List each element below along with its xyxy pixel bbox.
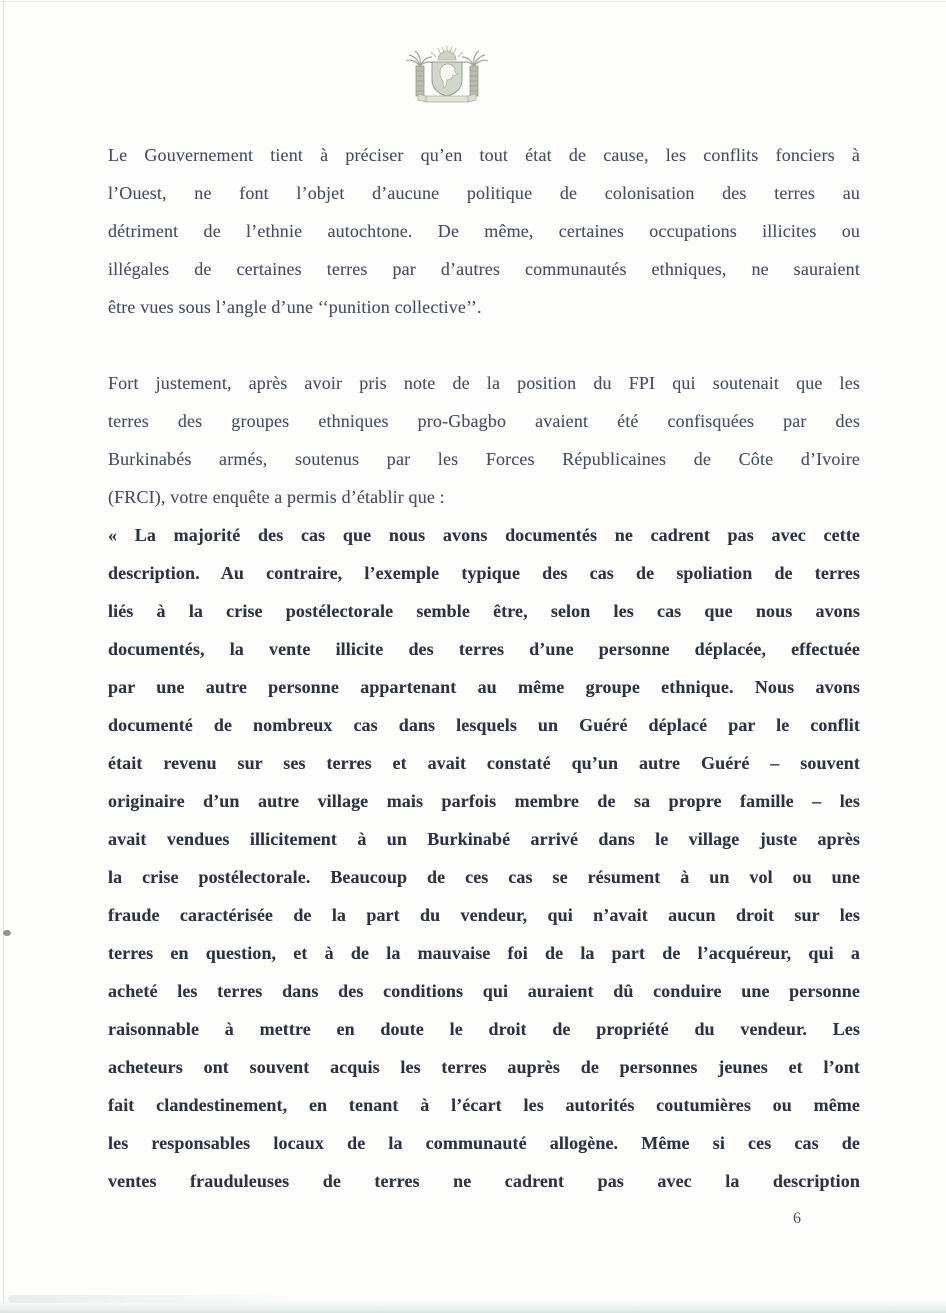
paragraph [108, 364, 860, 516]
text-line: détriment de l’ethnie autochtone. De même, certaines occupations illicites ou [108, 221, 860, 241]
text-line: illégales de certaines terres par d’autres communautés ethniques, ne sauraient [108, 259, 860, 279]
scan-artifact-speck [3, 930, 11, 936]
text-line: était revenu sur ses terres et avait constaté qu’un autre Guéré – souvent [108, 753, 860, 773]
text-line: « La majorité des cas que nous avons documentés ne cadrent pas avec cette [108, 525, 860, 545]
text-line: la crise postélectorale. Beaucoup de ces cas se résument à un vol ou une [108, 867, 860, 887]
page-number: 6 [793, 1210, 801, 1227]
text-line: (FRCI), votre enquête a permis d’établir que : [108, 487, 445, 507]
paragraph [108, 136, 860, 326]
text-line: Fort justement, après avoir pris note de la position du FPI qui soutenait que les [108, 373, 860, 393]
text-line: Le Gouvernement tient à préciser qu’en tout état de cause, les conflits fonciers à [108, 145, 860, 165]
text-line: terres des groupes ethniques pro-Gbagbo avaient été confisquées par des [108, 411, 860, 431]
text-line: acheteurs ont souvent acquis les terres auprès de personnes jeunes et l’ont [108, 1057, 860, 1077]
paragraph [108, 516, 860, 1200]
text-line: documentés, la vente illicite des terres d’une personne déplacée, effectuée [108, 639, 860, 659]
text-line: ventes frauduleuses de terres ne cadrent pas avec la description [108, 1171, 860, 1191]
text-line: documenté de nombreux cas dans lesquels un Guéré déplacé par le conflit [108, 715, 860, 735]
text-line: originaire d’un autre village mais parfois membre de sa propre famille – les [108, 791, 860, 811]
text-line: avait vendues illicitement à un Burkinabé arrivé dans le village juste après [108, 829, 860, 849]
text-line: description. Au contraire, l’exemple typique des cas de spoliation de terres [108, 563, 860, 583]
text-line: fait clandestinement, en tenant à l’écart les autorités coutumières ou même [108, 1095, 860, 1115]
document-body [108, 136, 860, 1200]
text-line: acheté les terres dans des conditions qui auraient dû conduire une personne [108, 981, 860, 1001]
text-line: être vues sous l’angle d’une ‘‘punition collective’’. [108, 297, 482, 317]
scan-edge-top-line [0, 1, 946, 2]
text-line: par une autre personne appartenant au même groupe ethnique. Nous avons [108, 677, 860, 697]
scan-edge-bottom-band [0, 1299, 946, 1313]
text-line: liés à la crise postélectorale semble être, selon les cas que nous avons [108, 601, 860, 621]
scan-edge-left-line [3, 0, 4, 1313]
text-line: terres en question, et à de la mauvaise foi de la part de l’acquéreur, qui a [108, 943, 860, 963]
text-line: l’Ouest, ne font l’objet d’aucune politique de colonisation des terres au [108, 183, 860, 203]
text-line: les responsables locaux de la communauté allogène. Même si ces cas de [108, 1133, 860, 1153]
cote-divoire-coat-of-arms-icon [396, 44, 498, 108]
text-line: Burkinabés armés, soutenus par les Forces Républicaines de Côte d’Ivoire [108, 449, 860, 469]
text-line: fraude caractérisée de la part du vendeur, qui n’avait aucun droit sur les [108, 905, 860, 925]
text-line: raisonnable à mettre en doute le droit de propriété du vendeur. Les [108, 1019, 860, 1039]
